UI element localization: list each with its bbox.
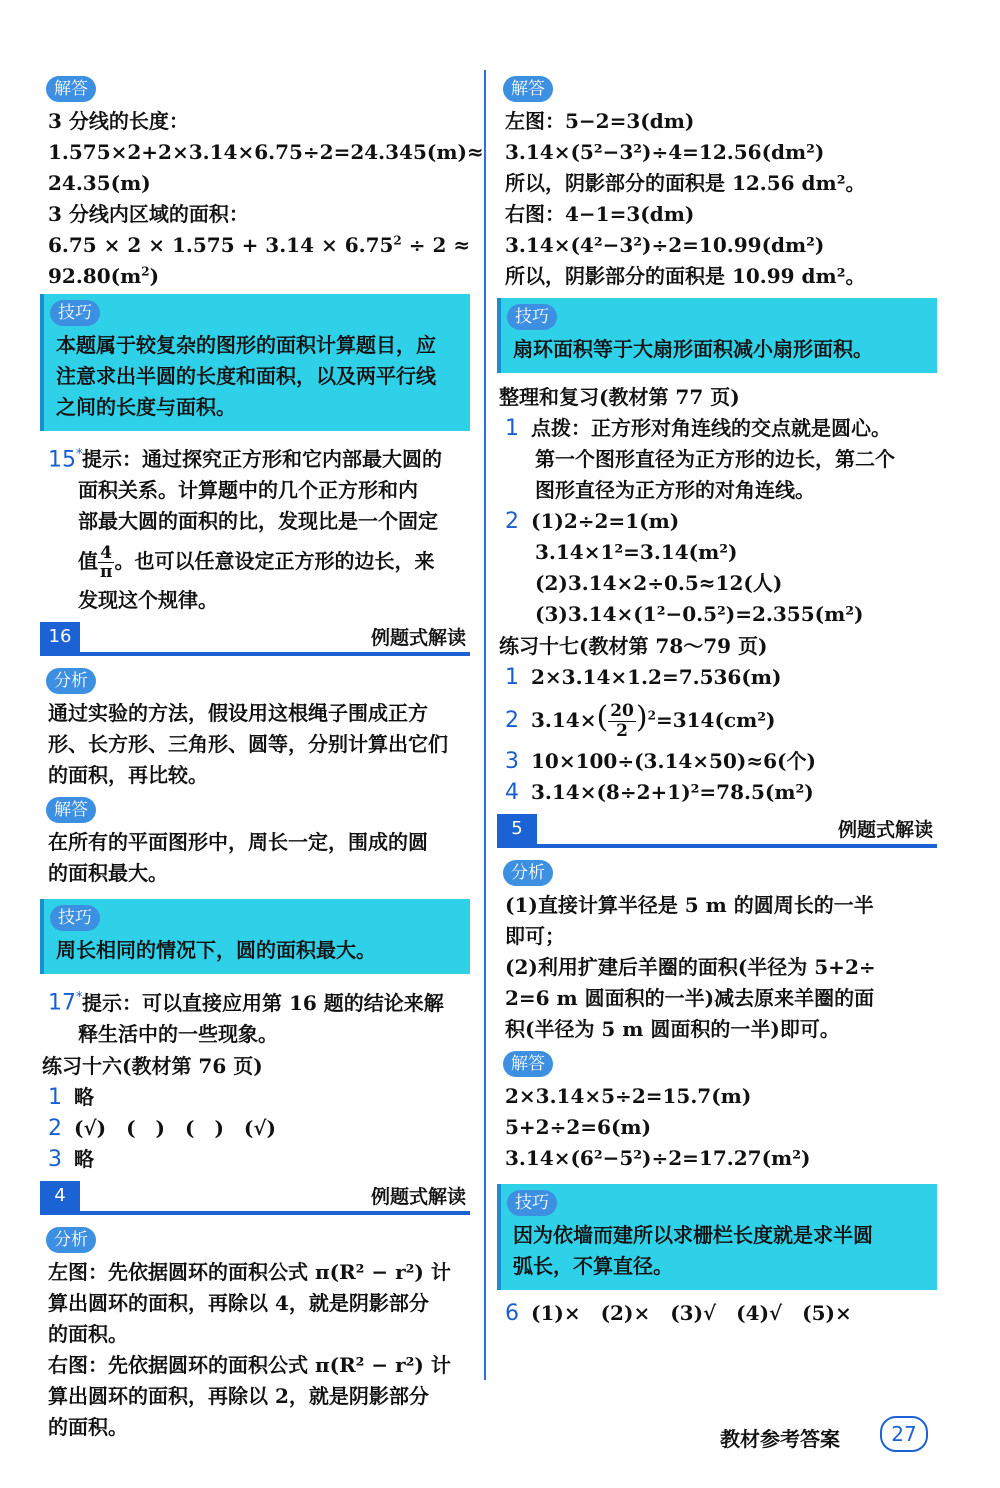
- page-number: 27: [880, 1416, 928, 1452]
- footer-label: 教材参考答案: [720, 1427, 840, 1451]
- analysis-tag: 分析: [46, 1227, 96, 1253]
- section-bar-4: 4 例题式解读: [40, 1181, 470, 1215]
- tip-box: 技巧 扇环面积等于大扇形面积减小扇形面积。: [497, 298, 937, 373]
- right-column: 解答 左图：5−2=3(dm) 3.14×(5²−3²)÷4=12.56(dm²) 所以，阴影部分的面积是 12.56 dm²。 右图：4−1=3(dm) 3.14×(4²−3²)÷2=10.99(dm²) 所以，阴影部分的面积是 10.99 dm²。 技巧 扇环面积等于大扇形面积减小扇形面积。 整理和复习(教材第 77 页) 1 点拨：正方形对角连线的交点就是圆心。 第一个图形直径为正方形的边长，第二个 图形直径为正方形的对角连线。 2 (1)2÷2=1(m) 3.14×1²=3.14(m²) (2)3.14×2÷0.5≈12(人) (3)3.14×(1²−0.5²)=2.355(m²) 练习十七(教材第 78～79 页) 1 2×3.14×1.2=7.536(m) 2 3.14×( $\frac{20}{2}$ )$^2$=314(cm²) 3 10×100÷(3.14×50)≈6(个) 4 3.14×(8÷2+1)²=78.5(m²) 5 例题式解读 分析 (1)直接计算半径是 5 m 的圆周长的一半 即可； (2)利用扩建后羊圈的面积(半径为 5+2÷ 2=6 m 圆面积的一半)减去原来羊圈的面 积(半径为 5 m 圆面积的一半)即可。 解答 2×3.14×5÷2=15.7(m) 5+2÷2=6(m) 3.14×(6²−5²)÷2=17.27(m²) 技巧 因为依墙而建所以求栅栏长度就是求半圆 弧长，不算直径。 6 (1)× (2)× (3)√ (4)√ (5)×: [497, 70, 937, 1329]
- answer-tag: 解答: [46, 797, 96, 823]
- tip-box: 技巧 周长相同的情况下，圆的面积最大。: [40, 899, 470, 974]
- fraction: $\frac{4}{\pi}$: [100, 542, 113, 583]
- review-heading: 整理和复习(教材第 77 页): [499, 385, 740, 409]
- tip-box: 技巧 本题属于较复杂的图形的面积计算题目，应 注意求出半圆的长度和面积，以及两平行线 之间的长度与面积。: [40, 294, 470, 431]
- question-17: 17*提示：可以直接应用第 16 题的结论来解: [48, 990, 444, 1016]
- answer-tag: 解答: [503, 1051, 553, 1077]
- tip-box: 技巧 因为依墙而建所以求栅栏长度就是求半圆 弧长，不算直径。: [497, 1184, 937, 1290]
- analysis-tag: 分析: [46, 668, 96, 694]
- analysis-tag: 分析: [503, 860, 553, 886]
- tip-tag: 技巧: [50, 300, 100, 326]
- left-column: 解答 3 分线的长度： 1.575×2+2×3.14×6.75÷2=24.345(m)≈ 24.35(m) 3 分线内区域的面积： $6.75 \times 2 \times 1.575 + 3.14 \times 6.75^2 \div 2$ ≈ $92.80(m^2)$ 技巧 本题属于较复杂的图形的面积计算题目，应 注意求出半圆的长度和面积，以及两平行线 之间的长度与面积。 15*提示：通过探究正方形和它内部最大圆的 面积关系。计算题中的几个正方形和内 部最大圆的面积的比，发现比是一个固定 值 $\frac{4}{\pi}$ 。也可以任意设定正方形的边长，来 发现这个规律。 16 例题式解读 分析 通过实验的方法，假设用这根绳子围成正方 形、长方形、三角形、圆等，分别计算出它们 的面积，再比较。 解答 在所有的平面图形中，周长一定，围成的圆 的面积最大。 技巧 周长相同的情况下，圆的面积最大。 17*提示：可以直接应用第 16 题的结论来解 释生活中的一些现象。 练习十六(教材第 76 页) 1 略 2 (√) ( ) ( ) (√) 3 略 4 例题式解读 分析 左图：先依据圆环的面积公式 π(R² − r²) 计 算出圆环的面积，再除以 4，就是阴影部分 的面积。 右图：先依据圆环的面积公式 π(R² − r²) 计 算出圆环的面积，再除以 2，就是阴影部分 的面积。: [40, 70, 470, 1443]
- section-bar-5: 5 例题式解读: [497, 814, 937, 848]
- question-15: 15*提示：通过探究正方形和它内部最大圆的: [48, 447, 442, 473]
- tip-tag: 技巧: [507, 1190, 557, 1216]
- answer-tag: 解答: [46, 76, 96, 102]
- section-bar-16: 16 例题式解读: [40, 622, 470, 656]
- column-divider: [484, 70, 486, 1380]
- exercise-17-heading: 练习十七(教材第 78～79 页): [499, 634, 768, 658]
- tip-tag: 技巧: [507, 304, 557, 330]
- fraction: $\frac{20}{2}$: [610, 701, 634, 741]
- answer-tag: 解答: [503, 76, 553, 102]
- tip-tag: 技巧: [50, 905, 100, 931]
- exercise-16-heading: 练习十六(教材第 76 页): [42, 1053, 263, 1078]
